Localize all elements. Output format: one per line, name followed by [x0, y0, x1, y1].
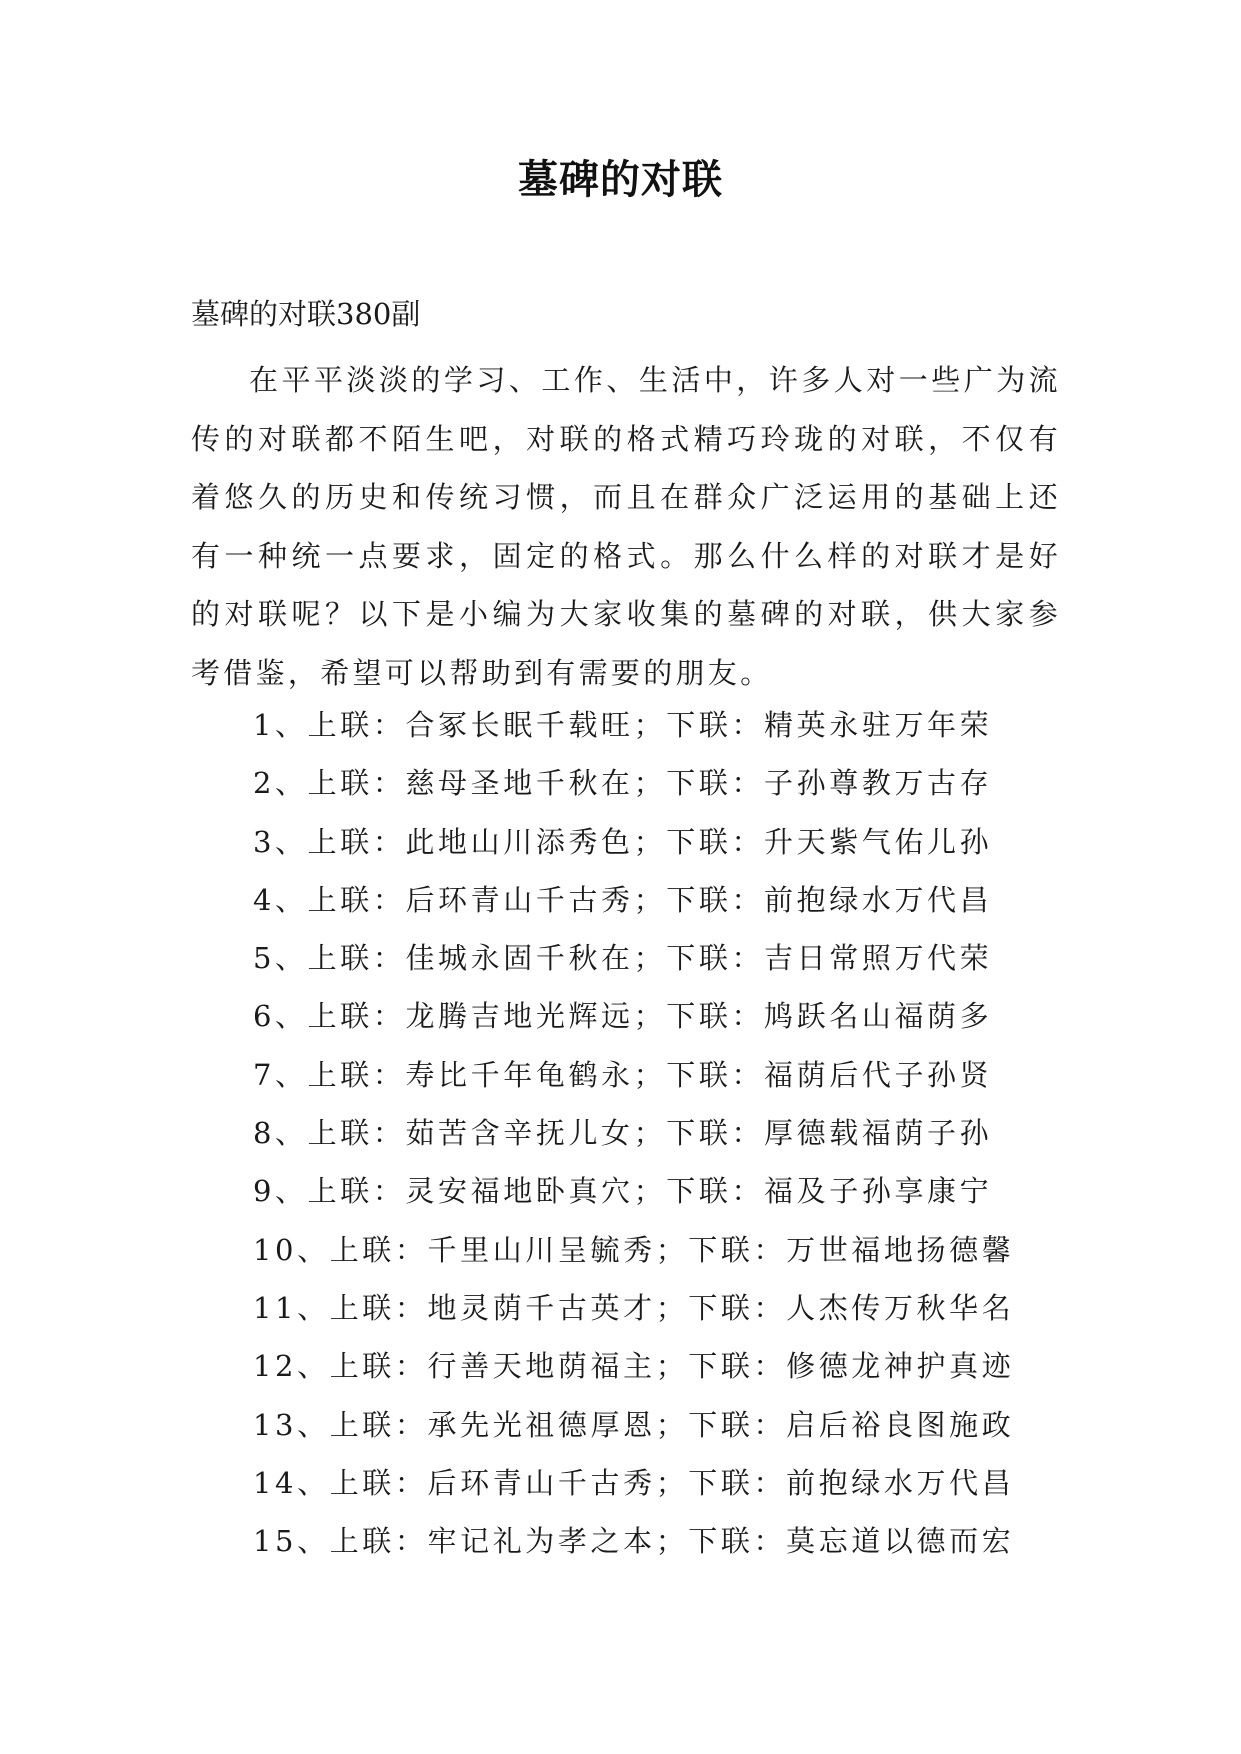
couplet-item: 1、上联：合冢长眠千载旺；下联：精英永驻万年荣	[253, 708, 993, 742]
couplet-item: 12、上联：行善天地荫福主；下联：修德龙神护真迹	[253, 1349, 1015, 1384]
couplet-item: 9、上联：灵安福地卧真穴；下联：福及子孙享康宁	[253, 1174, 993, 1209]
document-title: 墓碑的对联	[518, 157, 723, 203]
couplet-item: 8、上联：茹苦含辛抚儿女；下联：厚德载福荫子孙	[253, 1116, 993, 1151]
document-subtitle: 墓碑的对联380副	[191, 297, 421, 331]
couplet-item: 6、上联：龙腾吉地光辉远；下联：鸠跃名山福荫多	[253, 999, 993, 1034]
couplet-item: 2、上联：慈母圣地千秋在；下联：子孙尊教万古存	[253, 766, 993, 801]
couplet-item: 4、上联：后环青山千古秀；下联：前抱绿水万代昌	[253, 882, 993, 917]
couplet-item: 10、上联：千里山川呈毓秀；下联：万世福地扬德馨	[253, 1232, 1015, 1267]
couplet-item: 13、上联：承先光祖德厚恩；下联：启后裕良图施政	[253, 1407, 1015, 1442]
couplet-item: 5、上联：佳城永固千秋在；下联：吉日常照万代荣	[253, 941, 993, 976]
couplet-item: 3、上联：此地山川添秀色；下联：升天紫气佑儿孙	[253, 824, 993, 859]
couplet-list	[253, 696, 1014, 1570]
couplet-item: 7、上联：寿比千年龟鹤永；下联：福荫后代子孙贤	[253, 1057, 993, 1092]
couplet-item: 14、上联：后环青山千古秀；下联：前抱绿水万代昌	[253, 1465, 1015, 1500]
couplet-item: 15、上联：牢记礼为孝之本；下联：莫忘道以德而宏	[253, 1524, 1015, 1559]
intro-paragraph: 在平平淡淡的学习、工作、生活中，许多人对一些广为流传的对联都不陌生吧，对联的格式精巧玲珑的对联，不仅有着悠久的历史和传统习惯，而且在群众广泛运用的基础上还有一种统一点要求，固定的格式。那么什么样的对联才是好的对联呢？以下是小编为大家收集的墓碑的对联，供大家参考借鉴，希望可以帮助到有需要的朋友。	[191, 363, 1061, 690]
couplet-item: 11、上联：地灵荫千古英才；下联：人杰传万秋华名	[253, 1290, 1015, 1325]
